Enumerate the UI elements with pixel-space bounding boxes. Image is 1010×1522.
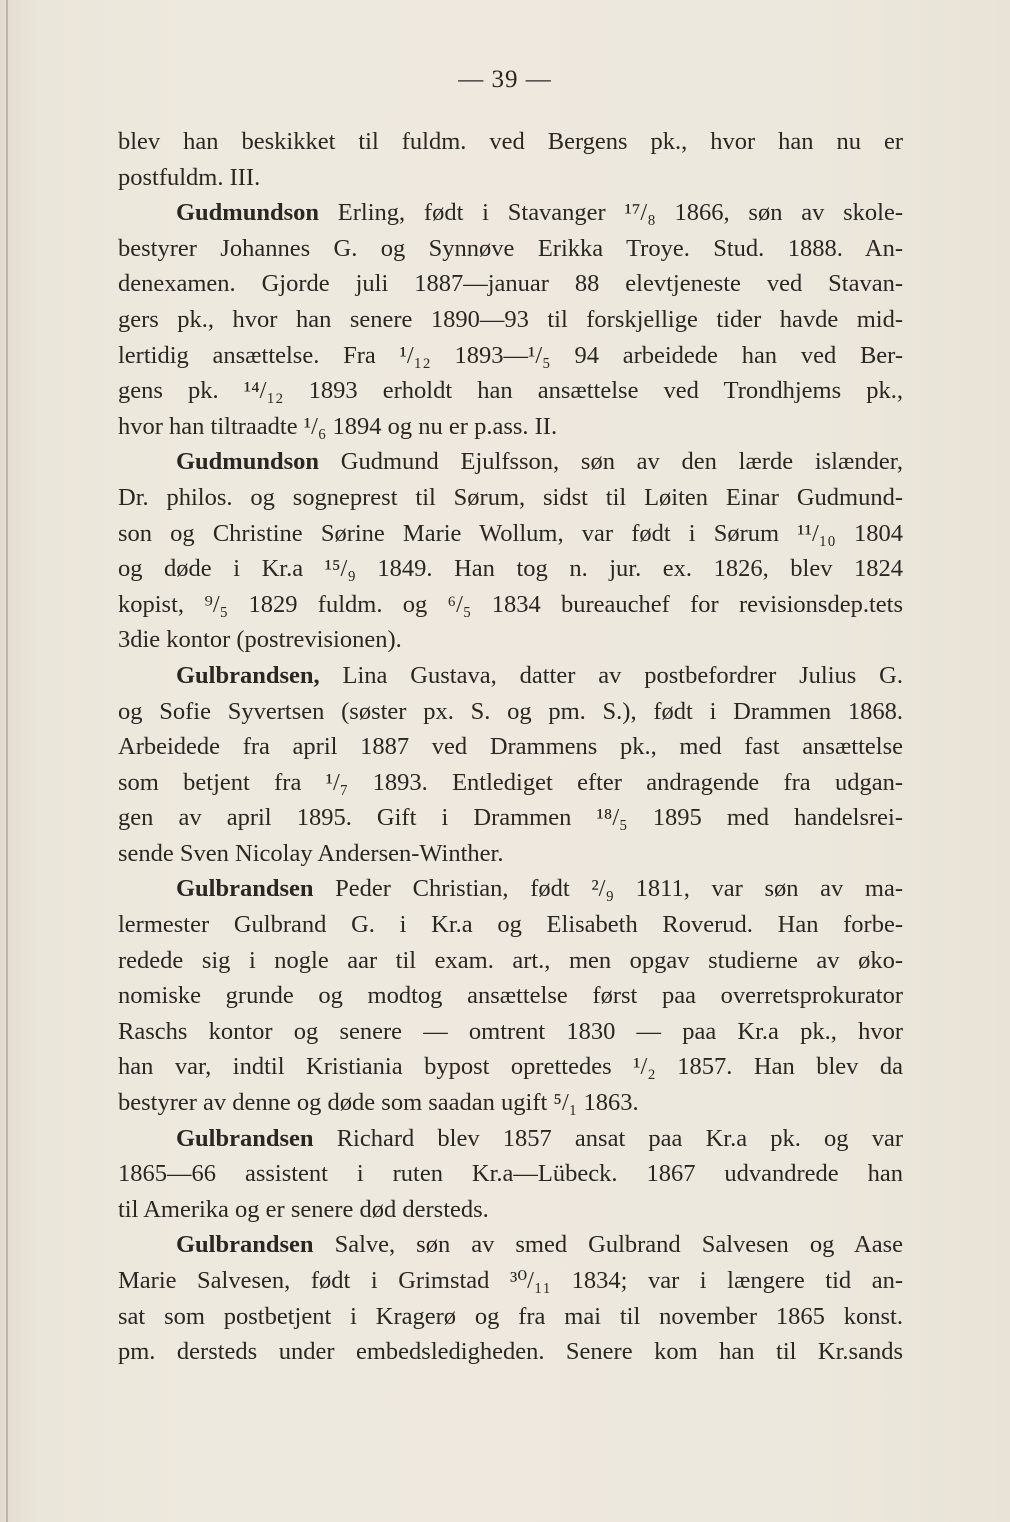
body-text — [118, 124, 903, 1370]
text-line — [118, 658, 903, 694]
text-line: Raschs kontor og senere — omtrent 1830 — paa Kr.a pk., hvor — [118, 1017, 903, 1045]
text-line: bestyrer av denne og døde som saadan ugift ⁵/₁ 1863. — [118, 1089, 639, 1117]
text-line: til Amerika og er senere død dersteds. — [118, 1195, 489, 1223]
text-line: nomiske grunde og modtog ansættelse først paa overretsprokurator — [118, 982, 903, 1010]
entry-headword: Gudmundson — [176, 199, 320, 227]
text-line — [118, 1227, 903, 1263]
text-line: lertidig ansættelse. Fra ¹/₁₂ 1893—¹/₅ 94 arbeidede han ved Ber- — [118, 341, 903, 369]
text-line: bestyrer Johannes G. og Synnøve Erikka Troye. Stud. 1888. An- — [118, 234, 903, 262]
entry-headword: Gudmundson — [176, 448, 320, 476]
entry-erling-gudmundson — [118, 195, 903, 444]
text-span: Lina Gustava, datter av postbefordrer Julius G. — [319, 661, 903, 689]
text-line: postfuldm. III. — [118, 163, 261, 191]
text-line — [118, 444, 903, 480]
text-span: Erling, født i Stavanger ¹⁷/₈ 1866, søn av skole- — [319, 199, 903, 227]
entry-headword: Gulbrandsen — [176, 1124, 314, 1152]
entry-lina-gulbrandsen — [118, 658, 903, 872]
text-span: Richard blev 1857 ansat paa Kr.a pk. og var — [313, 1124, 903, 1152]
text-line: pm. dersteds under embedsledigheden. Senere kom han til Kr.sands — [118, 1338, 903, 1366]
paragraph-continuation — [118, 124, 903, 195]
text-line: gen av april 1895. Gift i Drammen ¹⁸/₅ 1895 med handelsrei- — [118, 804, 903, 832]
entry-headword: Gulbrandsen — [176, 1231, 314, 1259]
text-line: 1865—66 assistent i ruten Kr.a—Lübeck. 1867 udvandrede han — [118, 1160, 903, 1188]
text-line: Arbeidede fra april 1887 ved Drammens pk., med fast ansættelse — [118, 733, 903, 761]
text-line: og døde i Kr.a ¹⁵/₉ 1849. Han tog n. jur. ex. 1826, blev 1824 — [118, 555, 903, 583]
text-span: Salve, søn av smed Gulbrand Salvesen og Aase — [313, 1231, 903, 1259]
text-line: kopist, ⁹/₅ 1829 fuldm. og ⁶/₅ 1834 bureauchef for revisionsdep.tets — [118, 590, 903, 618]
text-line: hvor han tiltraadte ¹/₆ 1894 og nu er p.ass. II. — [118, 412, 558, 440]
text-line: blev han beskikket til fuldm. ved Bergens pk., hvor han nu er — [118, 128, 903, 155]
binding-edge — [6, 0, 8, 1522]
text-span: Gudmund Ejulfsson, søn av den lærde islænder, — [319, 448, 903, 476]
text-line: gens pk. ¹⁴/₁₂ 1893 erholdt han ansættelse ved Trondhjems pk., — [118, 377, 903, 405]
text-line: som betjent fra ¹/₇ 1893. Entlediget efter andragende fra udgan- — [118, 768, 903, 796]
entry-peder-gulbrandsen — [118, 871, 903, 1120]
entry-salve-gulbrandsen — [118, 1227, 903, 1369]
page-number: — 39 — — [458, 66, 552, 93]
text-line: Dr. philos. og sogneprest til Sørum, sidst til Løiten Einar Gudmund- — [118, 483, 903, 511]
text-line: og Sofie Syvertsen (søster px. S. og pm. S.), født i Drammen 1868. — [118, 697, 903, 725]
text-line: han var, indtil Kristiania bypost oprettedes ¹/₂ 1857. Han blev da — [118, 1053, 903, 1081]
entry-headword: Gulbrandsen — [176, 875, 314, 903]
text-line: Marie Salvesen, født i Grimstad ³⁰/₁₁ 1834; var i længere tid an- — [118, 1267, 903, 1294]
text-line: sat som postbetjent i Kragerø og fra mai til november 1865 konst. — [118, 1302, 903, 1330]
text-span: Peder Christian, født ²/₉ 1811, var søn av ma- — [313, 875, 903, 903]
text-line: lermester Gulbrand G. i Kr.a og Elisabeth Roverud. Han forbe- — [118, 911, 903, 939]
entry-headword: Gulbrandsen, — [176, 661, 320, 689]
text-line — [118, 195, 903, 231]
entry-richard-gulbrandsen — [118, 1121, 903, 1228]
text-line: son og Christine Sørine Marie Wollum, var født i Sørum ¹¹/₁₀ 1804 — [118, 519, 903, 547]
text-line: denexamen. Gjorde juli 1887—januar 88 elevtjeneste ved Stavan- — [118, 270, 903, 298]
text-line: redede sig i nogle aar til exam. art., men opgav studierne av øko- — [118, 946, 903, 974]
text-line — [118, 1121, 903, 1157]
text-line: gers pk., hvor han senere 1890—93 til forskjellige tider havde mid- — [118, 305, 903, 333]
text-line — [118, 871, 903, 907]
text-line: sende Sven Nicolay Andersen-Winther. — [118, 839, 504, 867]
text-line: 3die kontor (postrevisionen). — [118, 626, 402, 654]
entry-gudmund-gudmundson — [118, 444, 903, 658]
